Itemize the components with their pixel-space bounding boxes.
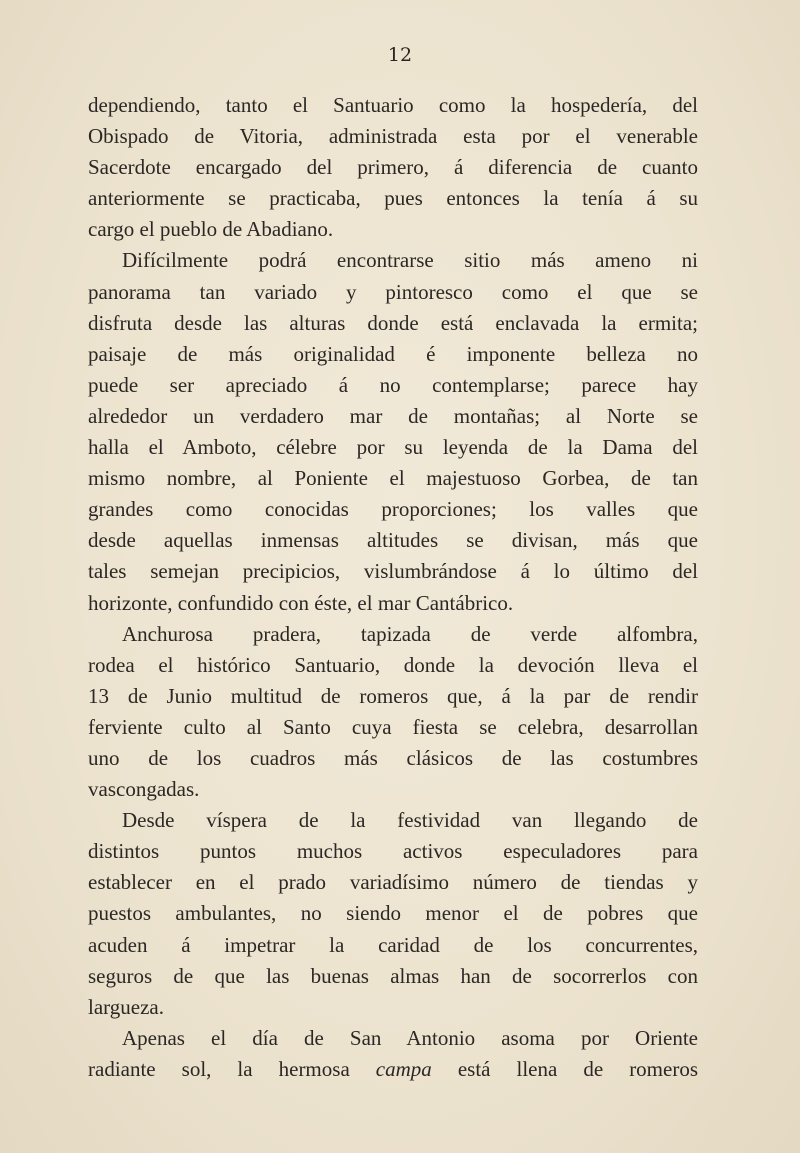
page-number: 12 [387,44,413,66]
text-line: puede ser apreciado á no contemplarse; parece hay [88,372,698,397]
text-line: disfruta desde las alturas donde está enclavada la ermita; [88,310,698,335]
text-line: ferviente culto al Santo cuya fiesta se celebra, desarrollan [88,714,698,739]
text-line: Sacerdote encargado del primero, á diferencia de cuanto [88,155,698,180]
text-line: panorama tan variado y pintoresco como el que se [88,279,698,304]
text-line: horizonte, confundido con éste, el mar Cantábrico. [88,590,514,615]
text-line: tales semejan precipicios, vislumbrándose á lo último del [88,559,698,584]
body-text [88,90,698,1085]
text-line: establecer en el prado variadísimo número de tiendas y [88,870,698,895]
text-line: alrededor un verdadero mar de montañas; al Norte se [88,403,698,428]
emphasized-word: campa [375,1056,432,1081]
text-line: halla el Amboto, célebre por su leyenda de la Dama del [88,435,698,460]
text-line: largueza. [88,994,164,1019]
text-line: seguros de que las buenas almas han de socorrerlos con [88,963,698,988]
text-line: Apenas el día de San Antonio asoma por Oriente [122,1025,698,1050]
text-line: Desde víspera de la festividad van llegando de [122,808,698,833]
text-line: puestos ambulantes, no siendo menor el de pobres que [88,901,698,926]
text-line: Difícilmente podrá encontrarse sitio más ameno ni [122,248,698,273]
final-line-after: está llena de romeros [457,1056,699,1081]
text-line: cargo el pueblo de Abadiano. [88,217,334,242]
text-line: 13 de Junio multitud de romeros que, á la par de rendir [88,683,698,708]
text-line: vascongadas. [88,777,200,802]
final-line-before: radiante sol, la hermosa [88,1056,350,1081]
text-line: desde aquellas inmensas altitudes se divisan, más que [88,528,698,553]
text-line: mismo nombre, al Poniente el majestuoso Gorbea, de tan [88,466,698,491]
text-line: dependiendo, tanto el Santuario como la hospedería, del [88,93,698,117]
text-line-final [88,1054,698,1085]
text-line: Obispado de Vitoria, administrada esta por el venerable [88,124,698,149]
text-line: rodea el histórico Santuario, donde la devoción lleva el [88,652,698,677]
text-line: grandes como conocidas proporciones; los valles que [88,497,698,522]
text-line: paisaje de más originalidad é imponente belleza no [88,341,698,366]
text-line: Anchurosa pradera, tapizada de verde alfombra, [122,621,698,646]
text-line: acuden á impetrar la caridad de los concurrentes, [88,932,698,957]
text-line: distintos puntos muchos activos especuladores para [88,839,698,864]
text-line: anteriormente se practicaba, pues entonces la tenía á su [88,186,698,211]
text-line: uno de los cuadros más clásicos de las costumbres [88,745,698,770]
